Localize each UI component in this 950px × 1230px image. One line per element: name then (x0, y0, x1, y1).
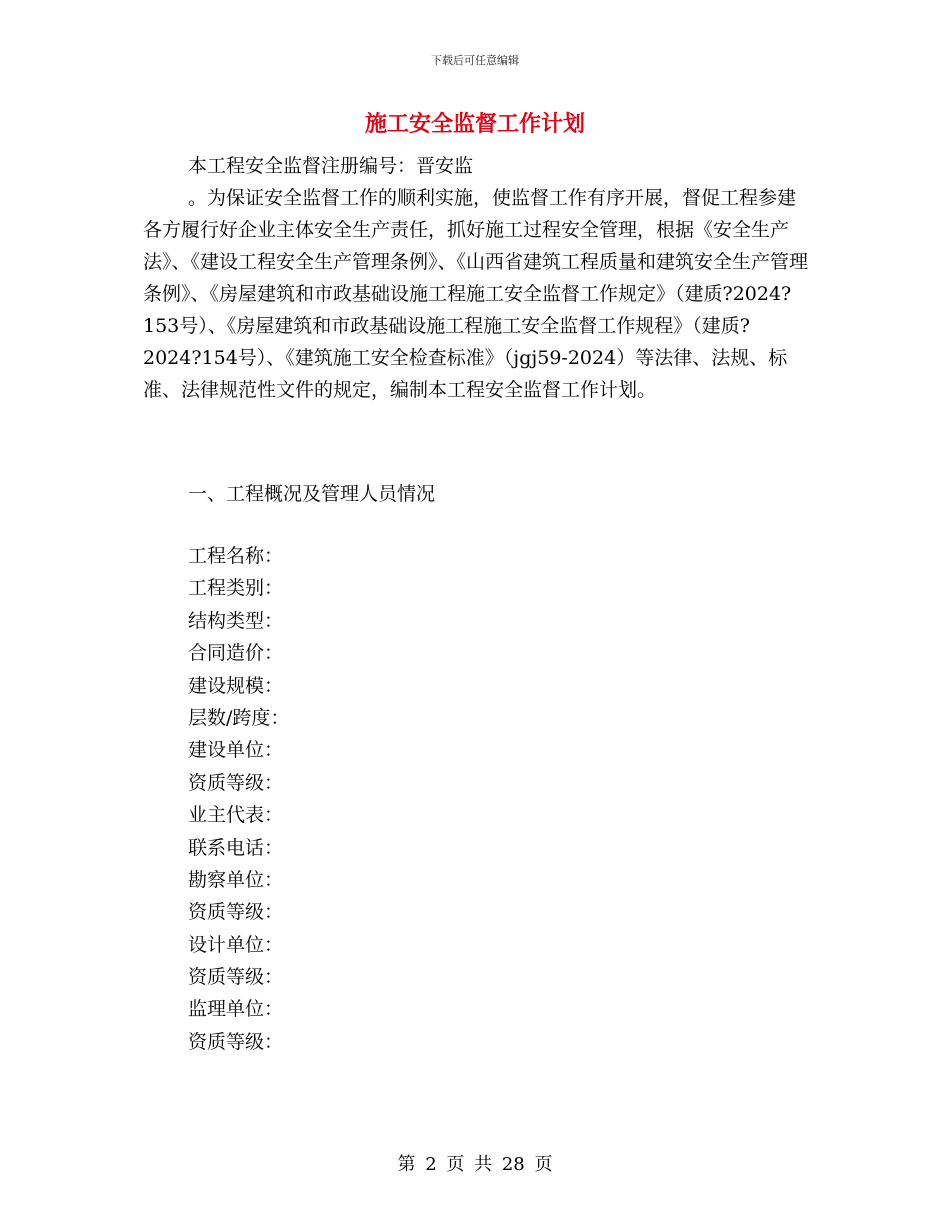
field-label: 资质等级： (188, 901, 284, 924)
project-fields-list (188, 540, 289, 1058)
field-label: 结构类型： (188, 609, 284, 632)
field-label: 联系电话： (188, 836, 284, 859)
page-footer: 第 2 页 共 28 页 (397, 1154, 553, 1175)
header-note: 下载后可任意编辑 (431, 54, 519, 67)
field-label: 建设单位： (188, 739, 284, 762)
document-body (143, 150, 809, 1053)
field-label: 资质等级： (188, 966, 284, 989)
field-label: 业主代表： (188, 804, 284, 827)
field-label: 勘察单位： (188, 868, 284, 891)
field-label: 工程类别： (188, 577, 284, 600)
field-label: 层数/跨度： (188, 706, 290, 729)
registration-line: 本工程安全监督注册编号：晋安监 (188, 155, 474, 177)
field-label: 资质等级： (188, 771, 284, 794)
field-label: 工程名称： (188, 545, 284, 567)
field-label: 合同造价： (188, 642, 284, 665)
field-label: 监理单位： (188, 998, 284, 1021)
intro-paragraph: 。为保证安全监督工作的顺利实施，使监督工作有序开展，督促工程参建各方履行好企业主体安全生产责任，抓好施工过程安全管理，根据《安全生产法》、《建设工程安全生产管理条例》、《山西省建筑工程质量和建筑安全生产管理条例》、《房屋建筑和市政基础设施工程施工安全监督工作规定》（建质?2024?153号）、《房屋建筑和市政基础设施工程施工安全监督工作规程》（建质?2024?154号）、《建筑施工安全检查标准》（jgj59-2024）等法律、法规、标准、法律规范性文件的规定，编制本工程安全监督工作计划。 (143, 187, 809, 401)
section-heading: 一、工程概况及管理人员情况 (188, 483, 436, 505)
field-label: 设计单位： (188, 933, 284, 956)
document-title: 施工安全监督工作计划 (364, 111, 585, 137)
field-label: 建设规模： (188, 674, 284, 697)
field-label: 资质等级： (188, 1030, 284, 1053)
